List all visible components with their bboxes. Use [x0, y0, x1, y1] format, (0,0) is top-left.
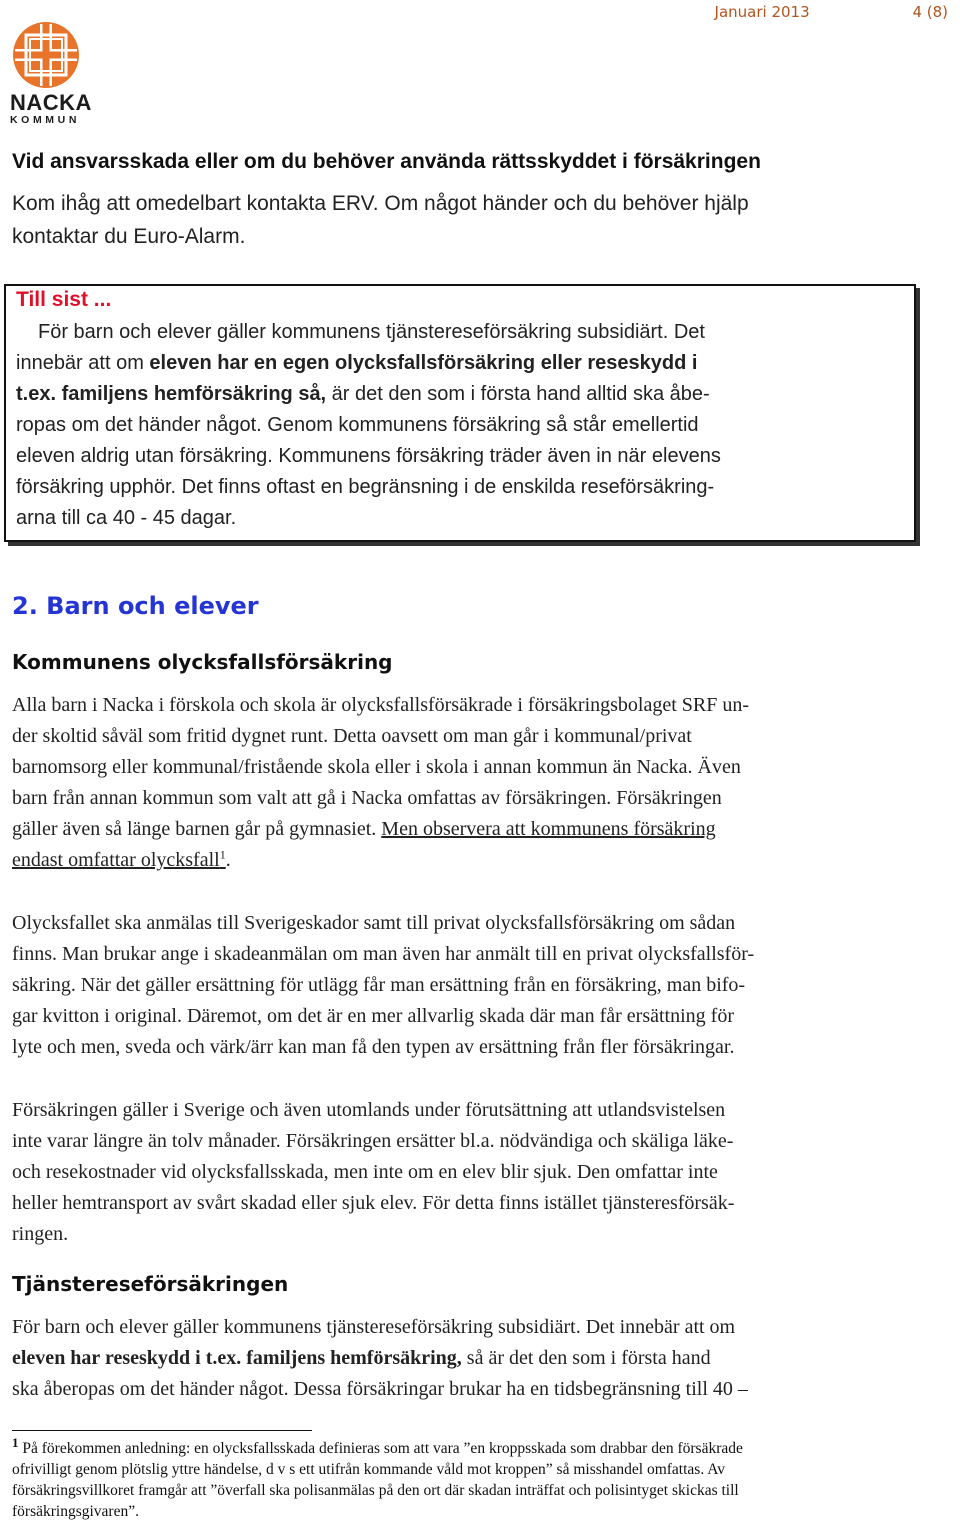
underlined-text: Men observera att kommunens försäkring: [381, 818, 716, 840]
notice-line: [16, 348, 906, 379]
paragraph-line: [12, 1343, 902, 1374]
underlined-phrase: endast omfattar olycksfall: [12, 849, 220, 871]
olycksfall-paragraph-2: [12, 908, 902, 1063]
paragraph-line: och resekostnader vid olycksfallsskada, men inte om en elev blir sjuk. Den omfattar inte: [12, 1161, 718, 1183]
paragraph-line: [12, 845, 902, 876]
olycksfall-heading: Kommunens olycksfallsförsäkring: [12, 650, 393, 674]
paragraph-line: gar kvitton i original. Däremot, om det är en mer allvarlig skada där man får ersättning för: [12, 1005, 734, 1027]
paragraph-line: ska åberopas om det händer något. Dessa försäkringar brukar ha en tidsbegränsning till 40 –: [12, 1378, 748, 1400]
erv-line: Kom ihåg att omedelbart kontakta ERV. Om något händer och du behöver hjälp: [12, 192, 749, 215]
paragraph-line: finns. Man brukar ange i skadeanmälan om man även har anmält till en privat olycksfallsför-: [12, 943, 755, 965]
footnote-ref[interactable]: 1: [219, 847, 226, 862]
page-header: [715, 3, 948, 21]
footnote-text: På förekommen anledning: en olycksfallsskada definieras som att vara ”en kroppsskada som drabbar den försäkrade: [18, 1440, 743, 1457]
footnote-line: ofrivilligt genom plötslig yttre händelse, d v s ett utifrån kommande våld mot kroppen” så misshandel omfattas. Av: [12, 1461, 726, 1478]
notice-bold-text: eleven har en egen olycksfallsförsäkring eller reseskydd i: [149, 352, 698, 374]
bold-text: eleven har reseskydd i t.ex. familjens hemförsäkring,: [12, 1347, 462, 1369]
erv-heading: Vid ansvarsskada eller om du behöver använda rättsskyddet i försäkringen: [12, 150, 761, 173]
nacka-emblem-icon: [10, 20, 82, 90]
footnote-divider: [12, 1430, 312, 1431]
notice-line: ropas om det händer något. Genom kommunens försäkring så står emellertid: [16, 414, 699, 436]
erv-line: kontaktar du Euro-Alarm.: [12, 225, 246, 248]
paragraph-line: För barn och elever gäller kommunens tjänstereseförsäkring subsidiärt. Det innebär att om: [12, 1316, 736, 1338]
notice-line: [16, 379, 906, 410]
paragraph-text: gäller även så länge barnen går på gymnasiet.: [12, 818, 382, 840]
paragraph-line: lyte och men, sveda och värk/ärr kan man få den typen av ersättning från fler försäkringar.: [12, 1036, 735, 1058]
paragraph-line: Alla barn i Nacka i förskola och skola är olycksfallsförsäkrade i försäkringsbolaget SRF un-: [12, 694, 750, 716]
notice-line: försäkring upphör. Det finns oftast en begränsning i de enskilda reseförsäkring-: [16, 476, 715, 498]
paragraph-line: [12, 814, 902, 845]
notice-bold-text: t.ex. familjens hemförsäkring så,: [16, 383, 327, 405]
erv-paragraph: [12, 187, 912, 253]
logo-name: NACKA: [10, 90, 92, 115]
paragraph-line: säkring. När det gäller ersättning för utlägg får man ersättning från en försäkring, man bifo-: [12, 974, 746, 996]
footnote-line: försäkringsgivaren”.: [12, 1503, 139, 1520]
notice-line: arna till ca 40 - 45 dagar.: [16, 507, 237, 529]
footnote-line: försäkringsvillkoret framgår att ”överfall ska polisanmälas på den ort där skadan inträffat och polisintyget skickas till: [12, 1482, 739, 1499]
paragraph-text: .: [225, 849, 231, 871]
paragraph-line: Försäkringen gäller i Sverige och även utomlands under förutsättning att utlandsvistelsen: [12, 1099, 726, 1121]
footnote-number: 1: [12, 1434, 19, 1450]
logo-sub: KOMMUN: [10, 114, 81, 126]
underlined-text: [12, 849, 226, 871]
header-date: Januari 2013: [714, 3, 810, 21]
notice-title: Till sist ...: [16, 288, 112, 311]
paragraph-line: barnomsorg eller kommunal/fristående skola eller i skola i annan kommun än Nacka. Även: [12, 756, 741, 778]
section-heading: 2. Barn och elever: [12, 592, 259, 620]
notice-text: är det den som i första hand alltid ska åbe-: [326, 383, 710, 405]
tjanst-paragraph: [12, 1312, 902, 1405]
nacka-logo: [10, 20, 92, 126]
olycksfall-paragraph-1: [12, 690, 902, 876]
tjanst-heading: Tjänstereseförsäkringen: [12, 1272, 289, 1296]
paragraph-line: ringen.: [12, 1223, 69, 1245]
paragraph-text: så är det den som i första hand: [461, 1347, 711, 1369]
page-number: 4 (8): [912, 3, 948, 21]
paragraph-line: Olycksfallet ska anmälas till Sverigeskador samt till privat olycksfallsförsäkring om sådan: [12, 912, 736, 934]
notice-line: För barn och elever gäller kommunens tjänstereseförsäkring subsidiärt. Det: [38, 321, 705, 343]
paragraph-line: inte varar längre än tolv månader. Försäkringen ersätter bl.a. nödvändiga och skäliga läke-: [12, 1130, 734, 1152]
olycksfall-paragraph-3: [12, 1095, 902, 1250]
notice-line: eleven aldrig utan försäkring. Kommunens försäkring träder även in när elevens: [16, 445, 721, 467]
notice-text: innebär att om: [16, 352, 150, 374]
notice-body: [16, 317, 906, 534]
footnote-line: [12, 1434, 942, 1459]
paragraph-line: der skoltid såväl som fritid dygnet runt. Detta oavsett om man går i kommunal/privat: [12, 725, 692, 747]
paragraph-line: barn från annan kommun som valt att gå i Nacka omfattas av försäkringen. Försäkringen: [12, 787, 722, 809]
notice-box: [4, 284, 916, 542]
footnote: [12, 1434, 942, 1522]
paragraph-line: heller hemtransport av svårt skadad eller sjuk elev. För detta finns istället tjänsteresförsäk-: [12, 1192, 735, 1214]
